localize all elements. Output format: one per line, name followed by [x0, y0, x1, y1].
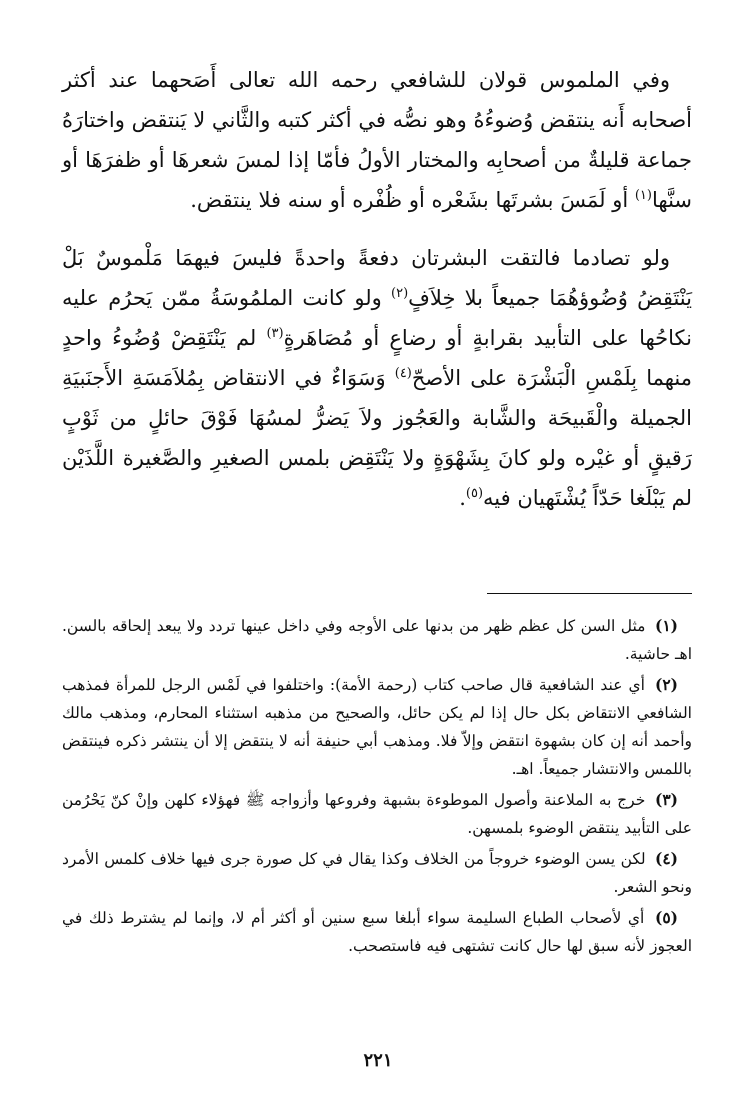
- text-segment: وفي الملموس قولان للشافعي رحمه الله تعالى أَصَحهما عند أكثر أصحابه أَنه ينتقض وُضوءُهُ وهو نصُّه في أكثر كتبه والثَّاني لا يَنتقض واختارَهُ جماعة قليلةٌ من أصحابِه والمختار الأولُ فأمّا إذا لمسَ شعرهَا أو ظفرَهَا أو سنَّها: [62, 68, 692, 212]
- footnote-number: (٣): [654, 790, 678, 809]
- footnote-ref: (٤): [394, 366, 412, 381]
- footnote-text: خرج به الملاعنة وأصول الموطوءة بشبهة وفروعها وأزواجه ﷺ فهؤلاء كلهن وإنْ كنّ يَحْرُمن على التأبيد ينتقض الوضوء بلمسهن.: [62, 791, 692, 837]
- footnote-ref: (٣): [266, 326, 284, 341]
- text-segment: ولو تصادما فالتقت البشرتان دفعةً واحدةً فليسَ فيهمَا مَلْموسٌ بَلْ يَنْتَقِضُ وُضُوؤهُمَا جميعاً بلا خِلاَفٍ: [62, 246, 692, 310]
- text-segment: .: [459, 486, 466, 510]
- footnote-ref: (١): [634, 188, 652, 203]
- paragraph-1: [62, 60, 692, 220]
- footnote-text: مثل السن كل عظم ظهر من بدنها على الأوجه وفي داخل عينها تردد ولا يبعد إلحاقه بالسن. اهـ حاشية.: [62, 617, 692, 663]
- footnote-number: (١): [654, 616, 678, 635]
- footnote-text: أي عند الشافعية قال صاحب كتاب (رحمة الأمة): واختلفوا في لَمْس الرجل للمرأة فمذهب الشافعي الانتقاض بكل حال إذا لم يكن حائل، والصحيح من مذهبه استثناء المحارم، ومذهب مالك وأحمد أنه إن كان بشهوة انتقض وإلاّ فلا. ومذهب أبي حنيفة أنه لا ينتقض إلا أن ينتشر ذكره فينتقض باللمس والانتشار جميعاً. اهـ.: [62, 676, 692, 778]
- footnote-text: أي لأصحاب الطباع السليمة سواء أبلغا سبع سنين أو أكثر أم لا، وإنما لم يشترط ذلك في العجوز لأنه سبق لها حال كانت تشتهى فيه فاستصحب.: [62, 909, 692, 955]
- footnote-text: لكن يسن الوضوء خروجاً من الخلاف وكذا يقال في كل صورة جرى فيها خلاف كلمس الأمرد ونحو الشعر.: [62, 850, 692, 896]
- text-segment: ولو كانت الملمُوسَةُ ممّن يَحرُم عليه نكاحُها على التأبيد بقرابةٍ أو رضاعٍ أو مُصَاهَرةٍ: [62, 286, 692, 350]
- footnote-ref: (٢): [391, 286, 409, 301]
- paragraph-2: [62, 238, 692, 518]
- text-segment: وَسَوَاءٌ في الانتقاض بِمُلاَمَسَةِ الأَجنَبيَةِ الجميلة والْقَبيحَة والشَّابة والعَجُوز ولاَ يَضرُّ لمسُهَا فَوْقَ حائلٍ من ثَوْبٍ رَقيقٍ أو غيْره ولو كانَ بِشَهْوَةٍ ولا يَنْتَقِض بلمس الصغيرِ والصَّغيرة اللَّذَيْن لم يَبْلَغا حَدّاً يُشْتَهيان فيه: [62, 366, 692, 510]
- footnote-number: (٤): [654, 849, 678, 868]
- footnote-ref: (٥): [465, 486, 484, 501]
- footnotes: [62, 612, 692, 963]
- text-segment: لم يَنْتَقِضْ وُضُوءُ واحدٍ منهما بِلَمْسِ الْبَشْرَة على الأصحّ: [62, 326, 693, 390]
- footnote-2: [62, 671, 692, 783]
- page-number: ٢٢١: [363, 1050, 393, 1071]
- footnote-number: (٥): [654, 908, 678, 927]
- footnote-5: [62, 904, 692, 960]
- footnote-number: (٢): [654, 675, 678, 694]
- footnote-4: [62, 845, 692, 901]
- text-segment: أو لَمَسَ بشرتَها بشَعْره أو ظُفْره أو سنه فلا ينتقض.: [190, 188, 635, 212]
- main-text: [62, 60, 692, 518]
- footnote-1: [62, 612, 692, 668]
- footnote-divider: [487, 593, 692, 594]
- footnote-3: [62, 786, 692, 842]
